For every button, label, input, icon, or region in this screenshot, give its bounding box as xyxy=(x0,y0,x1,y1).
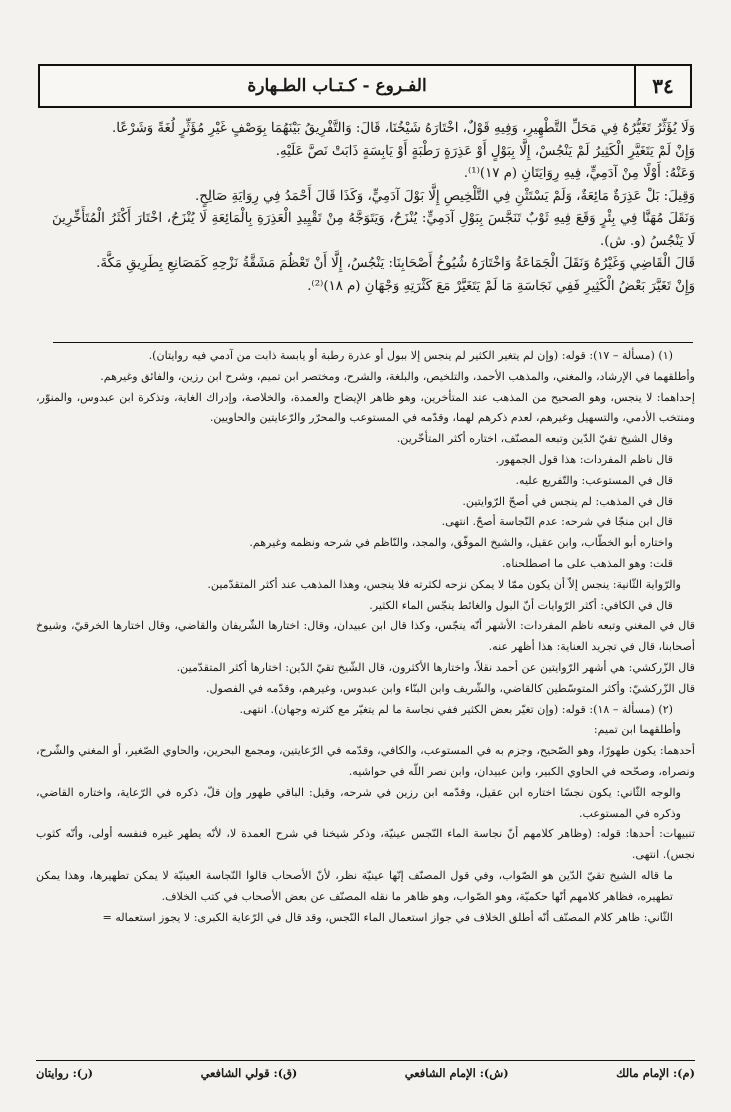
footnote-divider xyxy=(53,342,693,343)
main-text xyxy=(52,118,695,298)
footnote-line: والرّواية الثّانية: ينجس إلاّ أن يكون ممّا لا يمكن نزحه لكثرته فلا ينجس، وهذا المذهب عند أكثر المتقدّمين. xyxy=(207,577,681,591)
footnote-line: قال في المذهب: لم ينجس في أصحّ الرّوايتين. xyxy=(462,494,673,508)
footnote-line: ما قاله الشيخ تقيّ الدّين هو الصّواب، وفي قول المصنّف إنّها عينيّة نظر، لأنّ الأصحاب قالوا النّجاسة العينيّة لا يمكن تطهيرها، وهذا يمكن تطهيره، فظاهر كلامهم أنّها حكميّة، وهو الصّواب، وهو ظاهر ما نقله المصنّف عن بعض الأصحاب في كتب الخلاف. xyxy=(36,868,673,903)
abbreviation-legend xyxy=(36,1066,695,1086)
footnote-line: وقال الشيخ تقيّ الدّين وتبعه المصنّف، اختاره أكثر المتأخّرين. xyxy=(396,432,673,446)
footnote-line: قال الزّركشيّ: وأكثر المتوسّطين كالقاضي، والشّريف وابن البنّاء وابن عبدوس، وغيرهم، وقدّمه في الفصول. xyxy=(205,681,695,695)
footnote-line: وأطلقهما في الإرشاد، والمغني، والمذهب الأحمد، والتلخيص، والبلغة، والشرح، ومختصر ابن تميم، وشرح ابن رزين، والفائق وغيرهم. xyxy=(100,369,695,383)
footnote-line: قال الزّركشي: هي أشهر الرّوايتين عن أحمد نقلاً، واختارها الأكثرون، قال الشّيخ تقيّ الدّين: اختارها أكثر المتقدّمين. xyxy=(176,660,695,674)
footnote-line: أحدهما: يكون طهورًا، وهو الصّحيح، وجزم به في المستوعب، والكافي، وقدّمه في الرّعايتين، ومجمع البحرين، والحاوي الصّغير، أو المغني والشّرح، ونصراه، وصحّحه في الحاوي الكبير، وابن عبيدان، وابن نصر اللّه في حواشيه. xyxy=(36,744,695,778)
page-number: ٣٤ xyxy=(634,66,690,106)
page-header xyxy=(38,64,692,108)
main-line: قَالَ الْقَاضِي وَغَيْرُهُ وَنَقَلَ الْجَمَاعَةُ وَاخْتَارَهُ شُيُوخُ أَصْحَابِنَا: يَنْجُسُ، إِلَّا أَنْ تَعْظُمَ مَشَقَّةُ نَزْحِهِ كَمَصَانِعِ بِطَرِيقِ مَكَّةَ. xyxy=(96,256,695,271)
legend-item: (ق): قولي الشافعي xyxy=(200,1066,298,1080)
footnotes xyxy=(36,346,695,928)
footnote-line: قال ناظم المفردات: هذا قول الجمهور. xyxy=(495,452,673,466)
main-line: وَعَنْهُ: أَوْلًا مِنْ آدَمِيٍّ، فِيهِ رِوَايَتَانِ (م ١٧)⁽¹⁾. xyxy=(463,166,695,181)
page-title: الفـروع - كـتـاب الطـهارة xyxy=(247,76,427,96)
footnote-line: واختاره أبو الخطّاب، وابن عقيل، والشيخ الموفّق، والمجد، والنّاظم في شرحه ونظمه وغيرهم. xyxy=(249,536,673,550)
footnote-line: قال في الكافي: أكثر الرّوايات أنّ البول والغائط ينجّس الماء الكثير. xyxy=(369,598,673,612)
footnote-line: قال في المستوعب: والتّفريع عليه. xyxy=(515,473,673,487)
footnote-line: الثّاني: ظاهر كلام المصنّف أنّه أطلق الخلاف في جواز استعمال الماء النّجس، وقد قال في الرّعاية الكبرى: لا يجوز استعماله = xyxy=(102,910,673,924)
footnote-line: وأطلقهما ابن تميم: xyxy=(593,723,681,737)
legend-item: (ش): الإمام الشافعي xyxy=(404,1066,509,1080)
main-line: وَلَا يُؤَثِّرُ تَغَيُّرُهُ فِي مَحَلِّ التَّطْهِيرِ، وَفِيهِ قَوْلٌ، اخْتَارَهُ شَيْخُنَا، قَالَ: وَالتَّفْرِيقُ بَيْنَهُمَا بِوَصْفٍ غَيْرِ مُؤَثِّرٍ لُغَةً وَشَرْعًا. xyxy=(112,121,695,136)
main-line: وَإِنْ لَمْ يَتَغَيَّرِ الْكَثِيرُ لَمْ يَنْجُسْ، إِلَّا بِبَوْلٍ أَوْ عَذِرَةٍ رَطْبَةٍ أَوْ يَابِسَةٍ ذَابَتْ نَصَّ عَلَيْهِ. xyxy=(275,143,695,159)
footnote-line: (٢) (مسألة – ١٨): قوله: (وإن تغيّر بعض الكثير ففي نجاسة ما لم يتغيّر مع كثرته وجهان). انتهى. xyxy=(239,702,673,716)
footnote-line: (١) (مسألة – ١٧): قوله: (وإن لم يتغير الكثير لم ينجس إلا ببول أو عذرة رطبة أو يابسة ذابت من آدمي فيه روايتان). xyxy=(148,349,673,362)
footnote-line: قال في المغني وتبعه ناظم المفردات: الأشهر أنّه ينجّس، وكذا قال ابن عبيدان، وقال: اختارها الشّريفان والقاضي، وقال اختارها الخرقيّ، وشيوخ أصحابنا، قال في تجريد العناية: هذا أظهر عنه. xyxy=(36,619,695,654)
footnote-line: إحداهما: لا ينجس، وهو الصحيح من المذهب عند المتأخرين، وهو ظاهر الإيضاح والعمدة، والخلاصة، وإدراك الغاية، وتذكرة ابن عبدوس، والمنوّر، ومنتخب الأدمي، والتسهيل وغيرهم، لعدم ذكرهم لهما، وقدّمه في المستوعب والمحرّر والرّعايتين والحاويين. xyxy=(36,390,695,425)
footer-divider xyxy=(36,1060,695,1061)
main-line: وَإِنْ تَغَيَّرَ بَعْضُ الْكَثِيرِ فَفِي نَجَاسَةِ مَا لَمْ يَتَغَيَّرْ مَعَ كَثْرَتِهِ وَجْهَانِ (م ١٨)⁽²⁾. xyxy=(307,278,695,294)
main-line: وَقِيلَ: بَلْ عَذِرَةٌ مَائِعَةٌ، وَلَمْ يَسْتَثْنِ فِي التَّلْخِيصِ إِلَّا بَوْلَ آدَمِيٍّ، وَكَذَا قَالَ أَحْمَدُ فِي رِوَايَةِ صَالِحٍ. xyxy=(195,188,695,204)
footnote-line: والوجه الثّاني: يكون نجسًا اختاره ابن عقيل، وقدّمه ابن رزين في شرحه، وقيل: الباقي طهور وإن قلّ، ذكره في الرّعاية، واختاره القاضي، وذكره في المستوعب. xyxy=(36,785,681,820)
legend-item: (ر): روايتان xyxy=(36,1066,94,1080)
footnote-line: قال ابن منجّا في شرحه: عدم النّجاسة أصحّ. انتهى. xyxy=(441,515,673,529)
main-line: وَنَقَلَ مُهَنَّا فِي بِئْرٍ وَقَعَ فِيهِ ثَوْبٌ تَنَجَّسَ بِبَوْلِ آدَمِيٍّ: يُنْزَحُ، وَيَتَوَجَّهُ مِنْ تَقْيِيدِ الْعَذِرَةِ بِالْمَائِعَةِ لَا يُنْزَحُ، اخْتَارَ أَكْثَرُ الْمُتَأَخِّرِينَ لَا يَنْجُسُ (و. ش). xyxy=(52,211,695,249)
footnote-line: قلت: وهو المذهب على ما اصطلحناه. xyxy=(502,556,673,570)
footnote-line: تنبيهات: أحدها: قوله: (وظاهر كلامهم أنّ نجاسة الماء النّجس عينيّة، وذكر شيخنا في شرح العمدة لا، لأنّه يطهر غيره فنفسه أولى، وأنّه كثوب نجس). انتهى. xyxy=(36,827,695,862)
legend-item: (م): الإمام مالك xyxy=(616,1066,695,1080)
